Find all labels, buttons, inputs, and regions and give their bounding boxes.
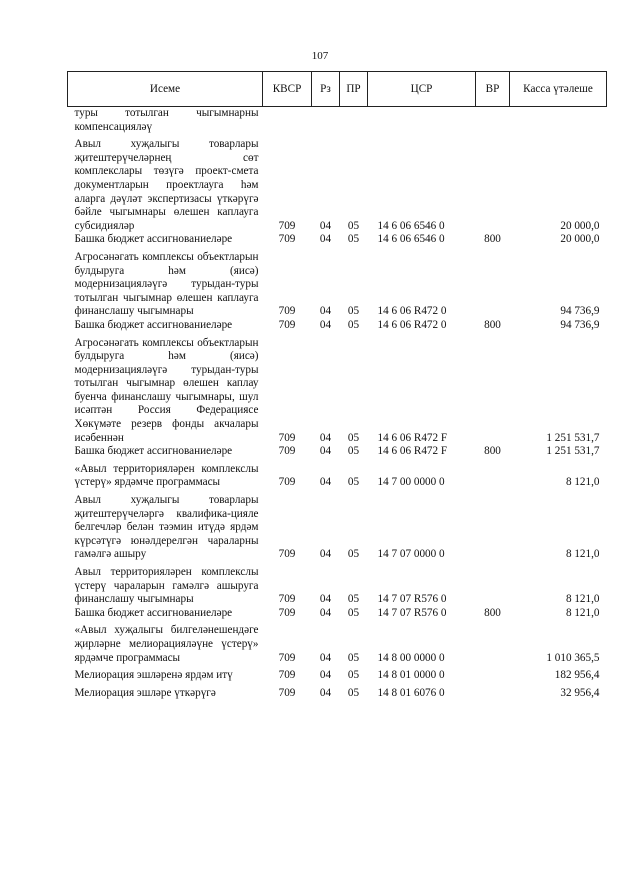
row-amount: 1 251 531,7 (546, 431, 600, 444)
row-name: Агросәнәгать комплексы объектларын булдыруга һәм (яисә) модернизацияләүгә турыдан-туры тотылган чыгымнар өлешен каплауга финанслашу чыгымнары (74, 250, 259, 318)
header-csr: ЦСР (368, 72, 476, 107)
row-kvsr: 709 (278, 606, 296, 619)
table-row (68, 107, 607, 135)
row-name: Мелиорация эшләре үткәрүгә (74, 686, 216, 699)
table-row (68, 459, 607, 490)
row-csr: 14 8 01 6076 0 (377, 686, 445, 699)
row-csr: 14 6 06 R472 F (377, 445, 448, 458)
row-kvsr: 709 (278, 233, 296, 246)
row-csr: 14 7 00 0000 0 (377, 476, 445, 489)
row-csr: 14 8 00 0000 0 (377, 651, 445, 664)
budget-table (67, 71, 607, 700)
row-amount: 20 000,0 (560, 233, 600, 246)
row-amount (510, 107, 607, 135)
row-name: Башка бюджет ассигнованиеләре (74, 606, 233, 619)
header-pr: ПР (340, 72, 368, 107)
row-pr: 05 (347, 686, 360, 699)
row-amount: 8 121,0 (565, 548, 600, 561)
table-row (68, 233, 607, 247)
row-csr (368, 107, 476, 135)
row-vr (476, 490, 510, 562)
table-row (68, 620, 607, 665)
row-name: Авыл хуҗалыгы товарлары җитештерүчеләрнең сөт комплекслары төзүгә проект-смета документларын проектлауга һәм аларга дәүләт экспертизасы үткәрүгә бәйле чыгымнары өлешен каплауга субсидияләр (74, 138, 259, 232)
table-row (68, 134, 607, 233)
row-amount: 20 000,0 (560, 219, 600, 232)
header-name: Исеме (68, 72, 263, 107)
row-rz: 04 (319, 445, 332, 458)
row-kvsr: 709 (278, 431, 296, 444)
row-name: Башка бюджет ассигнованиеләре (74, 233, 233, 246)
row-pr: 05 (347, 233, 360, 246)
row-csr: 14 6 06 R472 0 (377, 305, 447, 318)
row-rz: 04 (319, 431, 332, 444)
row-csr: 14 7 07 0000 0 (377, 548, 445, 561)
row-csr: 14 6 06 R472 F (377, 431, 448, 444)
row-amount: 8 121,0 (565, 606, 600, 619)
table-header-row (68, 72, 607, 107)
row-pr: 05 (347, 606, 360, 619)
row-rz: 04 (319, 233, 332, 246)
row-kvsr: 709 (278, 548, 296, 561)
row-vr: 800 (484, 233, 501, 246)
row-csr: 14 6 06 6546 0 (377, 233, 445, 246)
row-vr (476, 107, 510, 135)
row-vr (476, 562, 510, 607)
header-vr: ВР (476, 72, 510, 107)
row-rz (312, 107, 340, 135)
row-rz: 04 (319, 476, 332, 489)
row-name: туры тотылган чыгымнарны компенсацияләү (74, 107, 259, 133)
row-kvsr: 709 (278, 593, 296, 606)
row-rz: 04 (319, 219, 332, 232)
row-amount: 182 956,4 (554, 669, 600, 682)
row-amount: 1 251 531,7 (546, 445, 600, 458)
row-csr: 14 8 01 0000 0 (377, 669, 445, 682)
row-vr (476, 247, 510, 319)
table-row (68, 683, 607, 701)
row-kvsr (263, 107, 312, 135)
row-name: Авыл территорияләрен комплекслы үстерү чараларын гамәлгә ашыруга финанслашу чыгымнары (74, 566, 259, 606)
row-name: «Авыл хуҗалыгы билгеләнешендәге җирләрне мелиорацияләүне үстерү» ярдәмче программасы (74, 624, 259, 664)
row-csr: 14 7 07 R576 0 (377, 593, 447, 606)
row-rz: 04 (319, 305, 332, 318)
row-name: Авыл хуҗалыгы товарлары җитештерүчеләргә квалифика-цияле белгечләр белән тәэмин итүдә ярдәм күрсәтүгә юнәлдерелгән чараларны гамәлгә ашыру (74, 494, 259, 561)
row-pr: 05 (347, 669, 360, 682)
row-name: Мелиорация эшләренә ярдәм итү (74, 669, 233, 682)
row-rz: 04 (319, 593, 332, 606)
row-name: Башка бюджет ассигнованиеләре (74, 318, 233, 331)
table-row (68, 607, 607, 621)
row-pr (340, 107, 368, 135)
table-row (68, 319, 607, 333)
row-pr: 05 (347, 548, 360, 561)
row-pr: 05 (347, 476, 360, 489)
row-amount: 94 736,9 (560, 318, 600, 331)
header-kvsr: КВСР (263, 72, 312, 107)
row-csr: 14 6 06 6546 0 (377, 219, 445, 232)
page-number: 107 (311, 50, 329, 62)
table-row (68, 490, 607, 562)
row-pr: 05 (347, 445, 360, 458)
header-kassa: Касса үтәлеше (510, 72, 607, 107)
row-kvsr: 709 (278, 686, 296, 699)
row-csr: 14 6 06 R472 0 (377, 318, 447, 331)
table-row (68, 247, 607, 319)
table-row (68, 445, 607, 459)
row-rz: 04 (319, 606, 332, 619)
row-kvsr: 709 (278, 305, 296, 318)
row-rz: 04 (319, 686, 332, 699)
row-vr: 800 (484, 445, 501, 458)
row-name: Агросәнәгать комплексы объектларын булдыруга һәм (яисә) модернизацияләүгә турыдан-туры тотылган чыгымнар өлешен каплау буенча финанслашу чыгымнары, шул исәптән Россия Федерациясе Хөкүмәте резерв фонды акчалары исәбеннән (74, 336, 259, 444)
row-vr: 800 (484, 606, 501, 619)
row-amount: 1 010 365,5 (546, 651, 600, 664)
row-name: «Авыл территорияләрен комплекслы үстерү» ярдәмче программасы (74, 462, 259, 489)
row-amount: 32 956,4 (560, 686, 600, 699)
row-pr: 05 (347, 305, 360, 318)
row-pr: 05 (347, 431, 360, 444)
row-name: Башка бюджет ассигнованиеләре (74, 445, 233, 458)
row-vr (476, 620, 510, 665)
row-kvsr: 709 (278, 445, 296, 458)
row-kvsr: 709 (278, 476, 296, 489)
table-row (68, 665, 607, 683)
row-kvsr: 709 (278, 669, 296, 682)
row-rz: 04 (319, 651, 332, 664)
row-vr (476, 459, 510, 490)
header-rz: Рз (312, 72, 340, 107)
row-vr (476, 333, 510, 446)
row-rz: 04 (319, 669, 332, 682)
row-vr (476, 665, 510, 683)
row-vr: 800 (484, 318, 501, 331)
table-row (68, 333, 607, 446)
row-pr: 05 (347, 219, 360, 232)
row-pr: 05 (347, 593, 360, 606)
row-kvsr: 709 (278, 219, 296, 232)
row-kvsr: 709 (278, 318, 296, 331)
row-rz: 04 (319, 318, 332, 331)
table-row (68, 562, 607, 607)
row-vr (476, 683, 510, 701)
row-amount: 94 736,9 (560, 305, 600, 318)
row-kvsr: 709 (278, 651, 296, 664)
row-vr (476, 134, 510, 233)
row-amount: 8 121,0 (565, 593, 600, 606)
row-amount: 8 121,0 (565, 476, 600, 489)
row-pr: 05 (347, 318, 360, 331)
row-pr: 05 (347, 651, 360, 664)
row-rz: 04 (319, 548, 332, 561)
row-csr: 14 7 07 R576 0 (377, 606, 447, 619)
